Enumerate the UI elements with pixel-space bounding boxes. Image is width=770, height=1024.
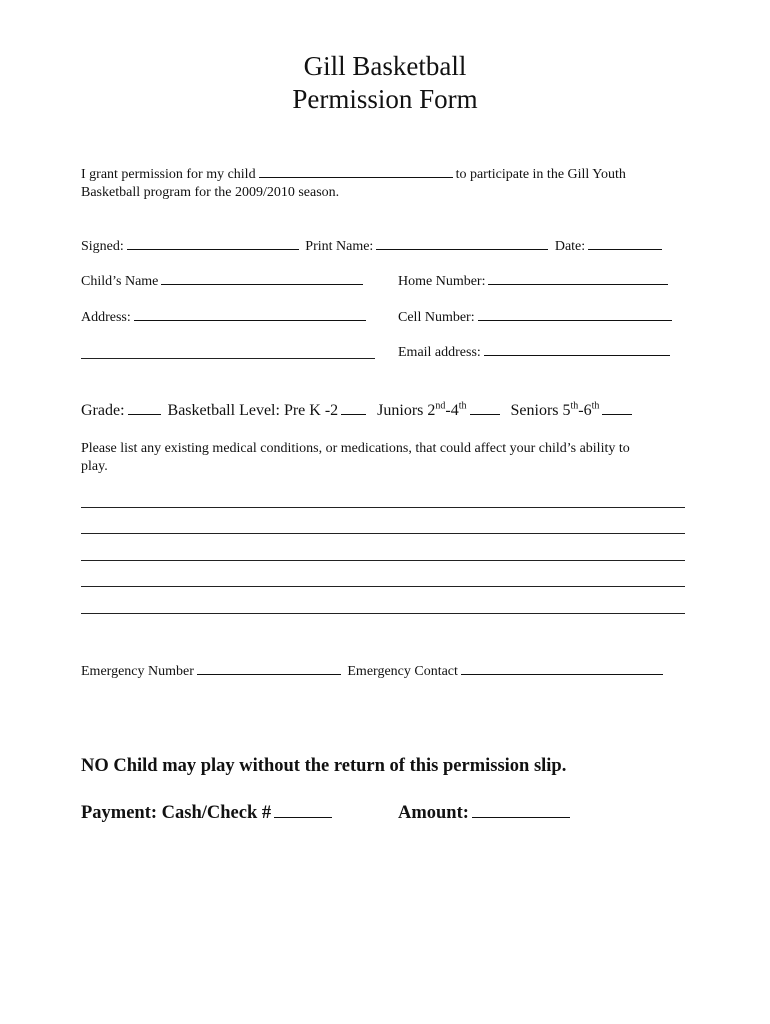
address-row (81, 309, 369, 327)
amount-blank[interactable] (472, 816, 570, 818)
amount-label: Amount: (398, 803, 469, 823)
seniors-label: Seniors 5th-6th (510, 400, 600, 419)
medical-line2: play. (81, 459, 108, 474)
email-row (398, 344, 673, 362)
address-blank[interactable] (134, 319, 366, 321)
pre-k-label: Pre K -2 (283, 402, 339, 419)
form-title-line1: Gill Basketball (303, 51, 467, 81)
payment-row (81, 802, 335, 824)
home-number-blank[interactable] (488, 283, 668, 285)
payment-label: Payment: Cash/Check # (81, 803, 272, 823)
signed-row (81, 238, 665, 256)
child-name-blank[interactable] (259, 176, 453, 178)
juniors-blank[interactable] (470, 413, 500, 415)
emergency-number-label: Emergency Number (81, 664, 194, 679)
medical-answer-line[interactable] (81, 533, 685, 534)
date-blank[interactable] (588, 248, 662, 250)
juniors-label: Juniors 2nd-4th (377, 400, 467, 419)
medical-answer-line[interactable] (81, 507, 685, 508)
medical-answer-line[interactable] (81, 560, 685, 561)
print-name-label: Print Name: (305, 239, 374, 254)
address-label: Address: (81, 310, 131, 325)
home-number-row (398, 273, 671, 291)
permission-notice: NO Child may play without the return of this permission slip. (81, 756, 567, 776)
amount-row (398, 802, 573, 824)
level-label: Basketball Level: (167, 402, 280, 419)
date-label: Date: (554, 239, 586, 254)
medical-line1: Please list any existing medical conditions, or medications, that could affect your child’s ability to (81, 441, 630, 456)
check-number-blank[interactable] (274, 816, 332, 818)
cell-number-row (398, 309, 675, 327)
grade-blank[interactable] (128, 413, 161, 415)
childs-name-row (81, 273, 366, 291)
pre-k-blank[interactable] (341, 413, 366, 415)
medical-answer-line[interactable] (81, 613, 685, 614)
emergency-number-blank[interactable] (197, 673, 341, 675)
permission-suffix: to participate in the Gill Youth (455, 167, 626, 182)
home-number-label: Home Number: (398, 274, 486, 289)
grade-label: Grade: (81, 402, 125, 419)
permission-line2: Basketball program for the 2009/2010 season. (81, 185, 340, 200)
form-title-line2: Permission Form (292, 84, 478, 114)
address-line2-blank[interactable] (81, 358, 375, 359)
cell-number-blank[interactable] (478, 319, 672, 321)
email-label: Email address: (398, 345, 481, 360)
signed-blank[interactable] (127, 248, 299, 250)
email-blank[interactable] (484, 354, 670, 356)
permission-line1 (81, 166, 626, 184)
grade-row (81, 401, 635, 421)
permission-prefix: I grant permission for my child (81, 167, 256, 182)
seniors-blank[interactable] (602, 413, 632, 415)
emergency-row (81, 663, 666, 681)
emergency-contact-label: Emergency Contact (347, 664, 458, 679)
cell-number-label: Cell Number: (398, 310, 475, 325)
medical-answer-line[interactable] (81, 586, 685, 587)
signed-label: Signed: (81, 239, 124, 254)
print-name-blank[interactable] (376, 248, 548, 250)
childs-name-label: Child’s Name (81, 274, 159, 289)
emergency-contact-blank[interactable] (461, 673, 663, 675)
childs-name-blank[interactable] (161, 283, 363, 285)
